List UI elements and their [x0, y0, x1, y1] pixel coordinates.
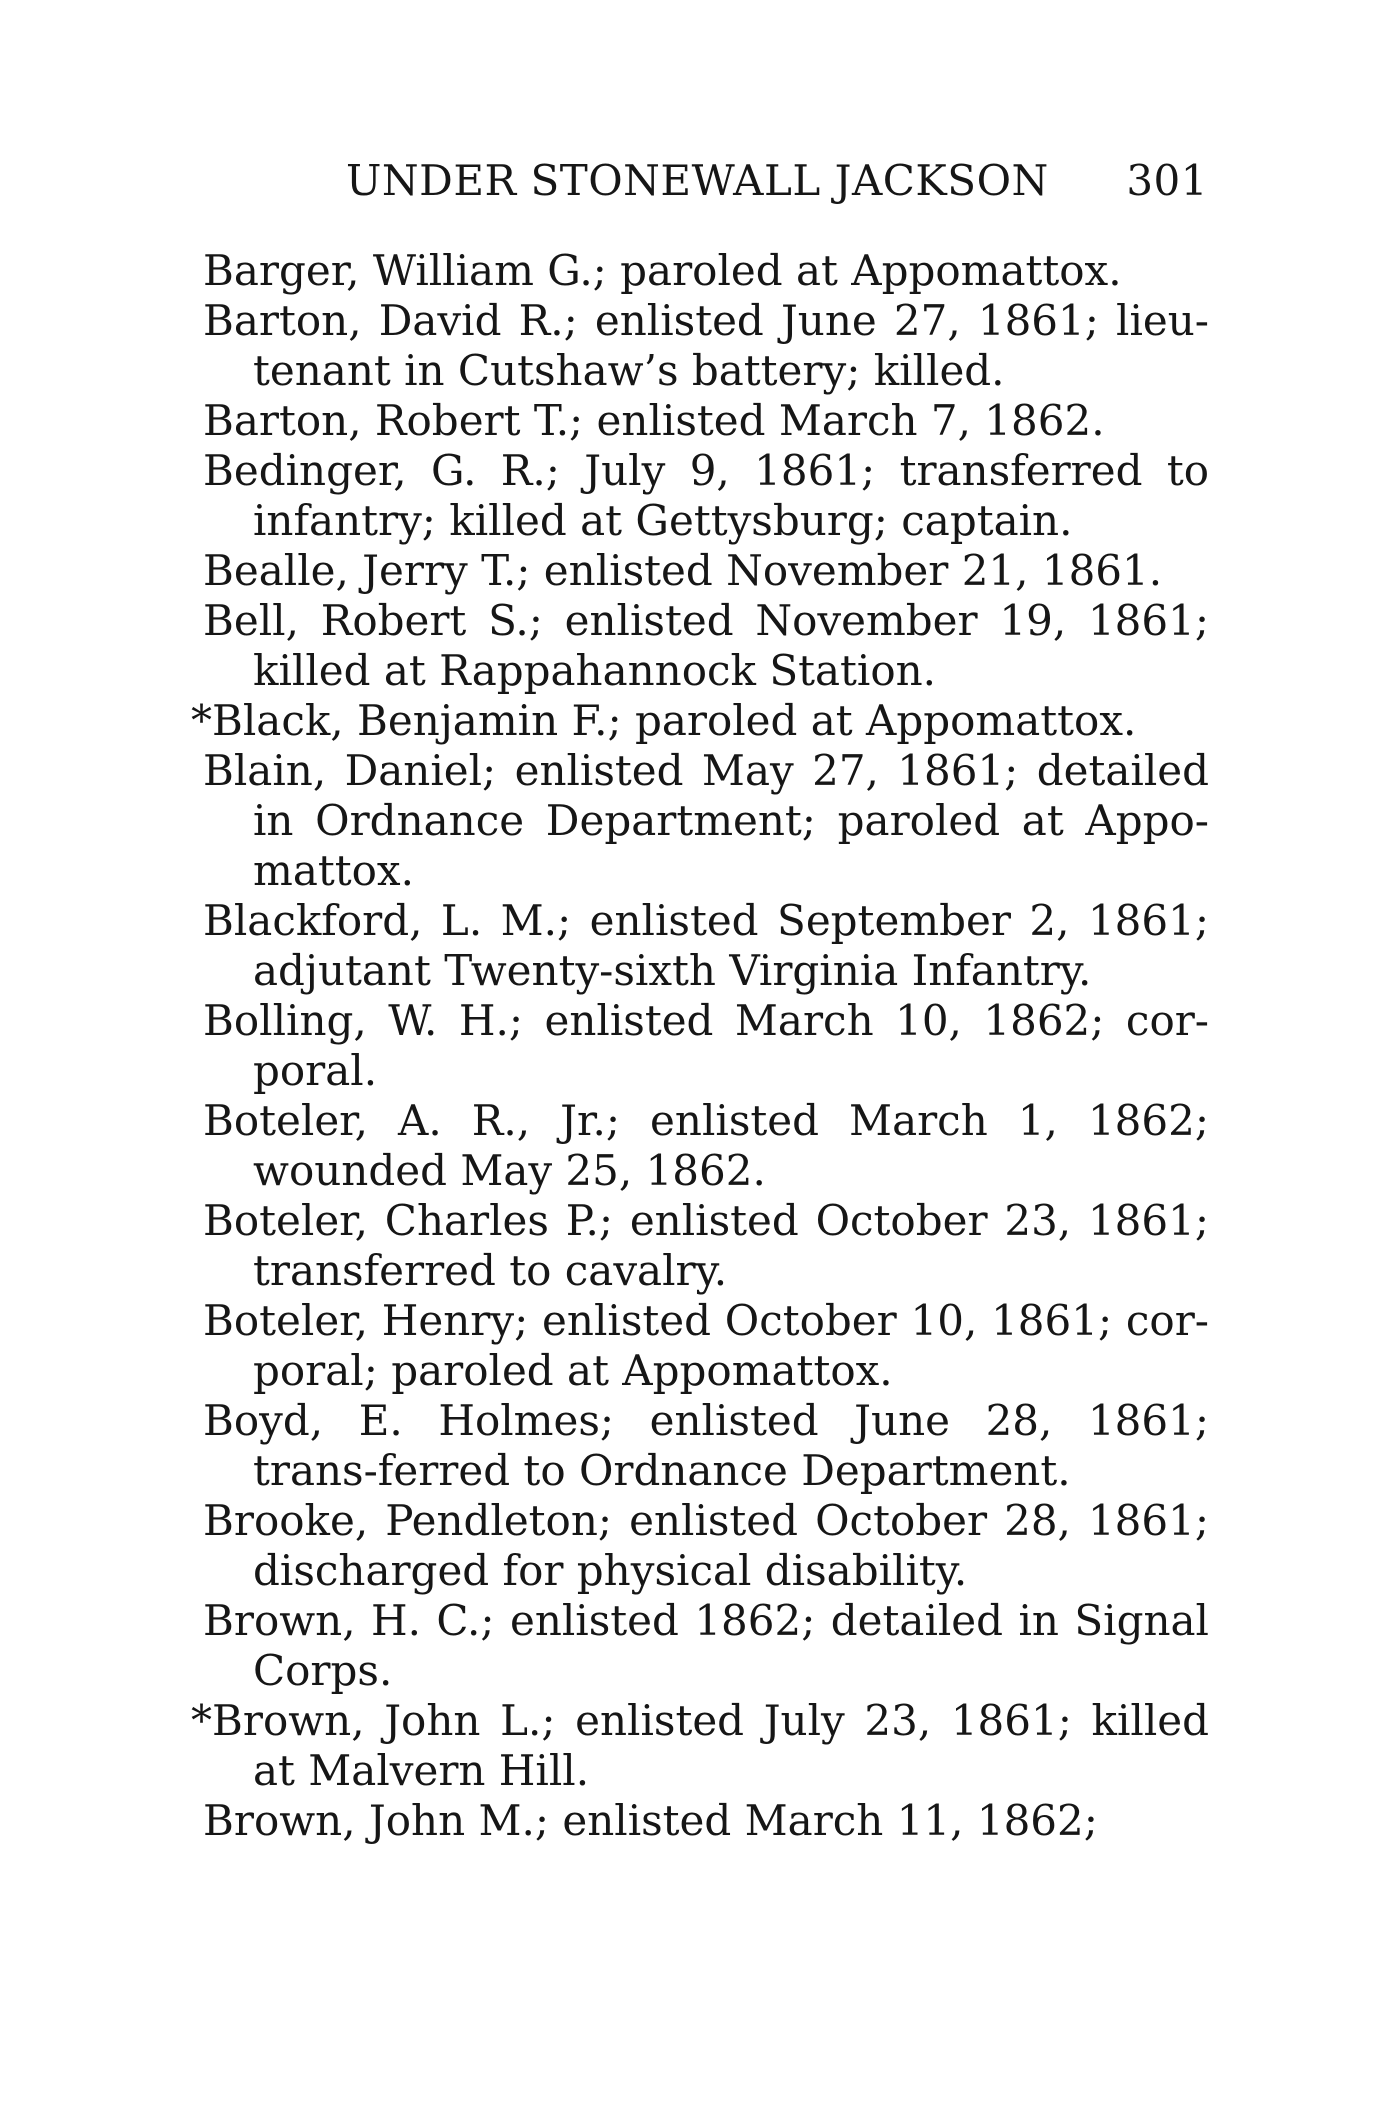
roster-entry: Bedinger, G. R.; July 9, 1861; transferred to infantry; killed at Gettysburg; captain.: [203, 446, 1209, 545]
roster-entry: Bell, Robert S.; enlisted November 19, 1861; killed at Rappahannock Station.: [203, 596, 1209, 695]
roster-entry: Boteler, A. R., Jr.; enlisted March 1, 1862; wounded May 25, 1862.: [203, 1096, 1209, 1195]
roster-entry: *Black, Benjamin F.; paroled at Appomattox.: [191, 696, 1137, 745]
roster-entry: Bolling, W. H.; enlisted March 10, 1862; cor-poral.: [203, 996, 1209, 1095]
roster-entry: Boteler, Charles P.; enlisted October 23, 1861; transferred to cavalry.: [203, 1196, 1209, 1295]
roster-entry: Bealle, Jerry T.; enlisted November 21, 1861.: [203, 546, 1163, 595]
page-number: 301: [1126, 156, 1208, 205]
roster-entry: Barton, Robert T.; enlisted March 7, 1862.: [203, 396, 1105, 445]
roster-entry: Brown, John M.; enlisted March 11, 1862;: [203, 1796, 1098, 1845]
running-header: [346, 156, 1208, 216]
roster-entry: Brooke, Pendleton; enlisted October 28, 1861; discharged for physical disability.: [203, 1496, 1209, 1595]
roster-entry: Barton, David R.; enlisted June 27, 1861; lieu-tenant in Cutshaw’s battery; killed.: [203, 296, 1209, 395]
roster-entry: Boyd, E. Holmes; enlisted June 28, 1861; trans-ferred to Ordnance Department.: [203, 1396, 1209, 1495]
roster-entry: Brown, H. C.; enlisted 1862; detailed in Signal Corps.: [203, 1596, 1209, 1695]
running-title: UNDER STONEWALL JACKSON: [346, 156, 1049, 205]
roster-list: [191, 246, 1209, 1846]
roster-entry: *Brown, John L.; enlisted July 23, 1861; killed at Malvern Hill.: [191, 1696, 1209, 1795]
roster-entry: Blackford, L. M.; enlisted September 2, 1861; adjutant Twenty-sixth Virginia Infantry.: [203, 896, 1209, 995]
roster-entry: Blain, Daniel; enlisted May 27, 1861; detailed in Ordnance Department; paroled at Appo-mattox.: [203, 746, 1209, 895]
roster-entry: Boteler, Henry; enlisted October 10, 1861; cor-poral; paroled at Appomattox.: [203, 1296, 1209, 1395]
roster-entry: Barger, William G.; paroled at Appomattox.: [203, 246, 1122, 295]
